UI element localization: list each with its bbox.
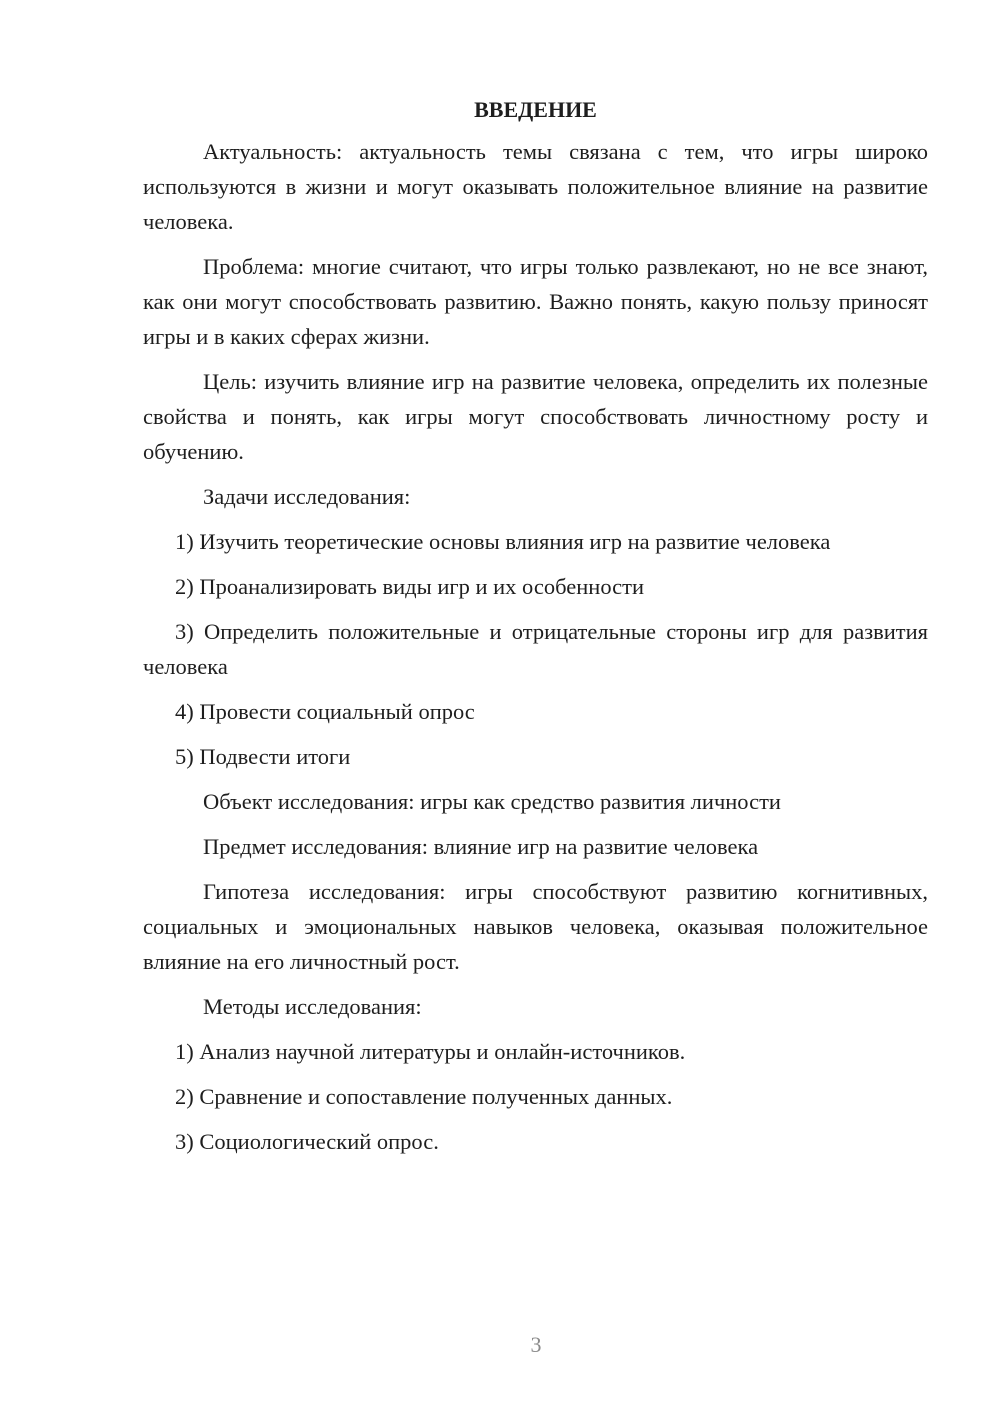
methods-heading: Методы исследования:	[203, 994, 422, 1019]
method-item-2: 2) Сравнение и сопоставление полученных данных.	[175, 1084, 673, 1109]
task-item-5: 5) Подвести итоги	[175, 744, 351, 769]
paragraph-goal: Цель: изучить влияние игр на развитие человека, определить их полезные свойства и понять, как игры могут способствовать личностному росту и обучению.	[143, 369, 928, 464]
task-item-3: 3) Определить положительные и отрицательные стороны игр для развития человека	[143, 619, 928, 679]
task-item-1: 1) Изучить теоретические основы влияния игр на развитие человека	[175, 529, 831, 554]
paragraph-problem: Проблема: многие считают, что игры только развлекают, но не все знают, как они могут способствовать развитию. Важно понять, какую пользу приносят игры и в каких сферах жизни.	[143, 254, 928, 349]
paragraph-hypothesis: Гипотеза исследования: игры способствуют развитию когнитивных, социальных и эмоциональных навыков человека, оказывая положительное влияние на его личностный рост.	[143, 879, 928, 974]
page-content	[143, 92, 928, 1169]
page-number: 3	[530, 1332, 542, 1357]
paragraph-relevance: Актуальность: актуальность темы связана с тем, что игры широко используются в жизни и могут оказывать положительное влияние на развитие человека.	[143, 139, 928, 234]
paragraph-object: Объект исследования: игры как средство развития личности	[203, 789, 781, 814]
method-item-3: 3) Социологический опрос.	[175, 1129, 439, 1154]
task-item-4: 4) Провести социальный опрос	[175, 699, 475, 724]
method-item-1: 1) Анализ научной литературы и онлайн-источников.	[175, 1039, 686, 1064]
page-title: ВВЕДЕНИЕ	[474, 97, 597, 122]
task-item-2: 2) Проанализировать виды игр и их особенности	[175, 574, 644, 599]
paragraph-subject: Предмет исследования: влияние игр на развитие человека	[203, 834, 759, 859]
tasks-heading: Задачи исследования:	[203, 484, 411, 509]
